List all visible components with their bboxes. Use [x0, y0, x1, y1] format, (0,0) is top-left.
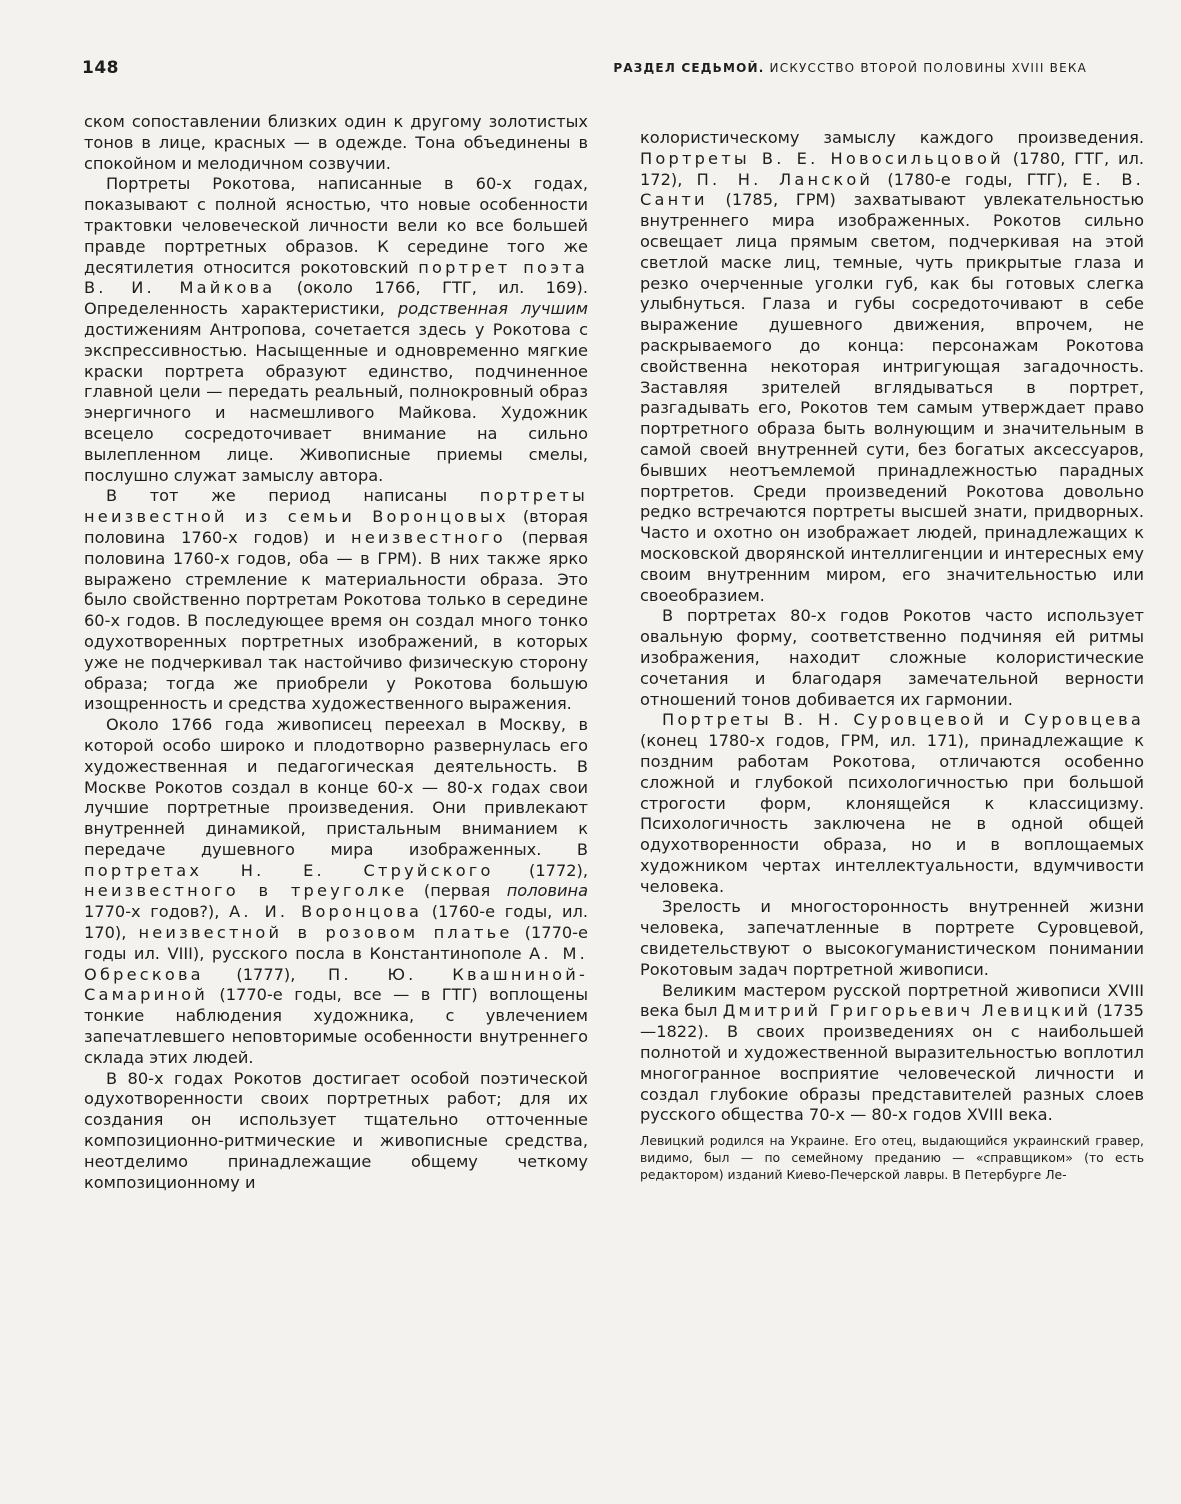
spaced-title: Портреты В. Е. Новосильцовой [640, 148, 1004, 168]
spaced-title: П. Ю. Квашниной-Самариной [84, 964, 588, 1005]
italic-run: родственная лучшим [397, 299, 588, 319]
spaced-title: неизвестной в розовом платье [138, 923, 513, 943]
paragraph [84, 486, 588, 715]
paragraph [640, 981, 1144, 1127]
text-run: (1772), [493, 860, 589, 880]
text-run: В тот же период написаны [106, 486, 480, 506]
text-run: (вторая половина 1760-х годов) и [84, 507, 588, 547]
paragraph [84, 174, 588, 486]
paragraph: В портретах 80-х годов Рокотов часто использует овальную форму, соответственно подчиняя ей ритмы изображения, находит сложные колористические сочетания и благодаря замечательной верности отношений тонов добивается их гармонии. [640, 606, 1144, 709]
spaced-title: портреты неизвестной из семьи Воронцовых [84, 486, 588, 527]
spaced-title: портретах Н. Е. Струйского [84, 860, 494, 880]
spaced-title: портрет поэта В. И. Майкова [84, 257, 588, 298]
left-column [84, 112, 588, 1193]
text-run: (1770-е годы, все — в ГТГ) воплощены тонкие наблюдения художника, с увлечением запечатлевшего неповторимые особенности внутреннего склада этих людей. [84, 985, 588, 1067]
paragraph: Зрелость и многосторонность внутренней жизни человека, запечатленные в портрете Суровцевой, свидетельствуют о высокогуманистическом понимании Рокотовым задач портретной живописи. [640, 897, 1144, 979]
text-run: (1770-е годы ил. VIII), русского посла в Константинополе [84, 923, 588, 963]
text-run: Великим мастером русской портретной живописи XVIII века был [640, 980, 1144, 1021]
spaced-title: П. Н. Ланской [696, 169, 874, 189]
section-subtitle: ИСКУССТВО ВТОРОЙ ПОЛОВИНЫ XVIII ВЕКА [764, 61, 1087, 75]
text-run: (около 1766, ГТГ, ил. 169). Определенность характеристики, [84, 278, 588, 319]
italic-run: половина [506, 881, 589, 901]
page-header [82, 58, 1087, 82]
paragraph: ском сопоставлении близких один к другому золотистых тонов в лице, красных — в одежде. Тона объединены в спокойном и мелодичном созвучии. [84, 112, 588, 173]
spaced-title: Е. В. Санти [640, 169, 1144, 210]
footnote: Левицкий родился на Украине. Его отец, выдающийся украинский гравер, видимо, был — по семейному преданию — «справщиком» (то есть редактором) изданий Киево-Печерской лавры. В Петербурге Ле- [640, 1133, 1144, 1183]
text-run: (1780, ГТГ, ил. 172), [640, 148, 1144, 189]
text-run: (1760-е годы, ил. 170), [84, 902, 588, 943]
paragraph [84, 715, 588, 1069]
text-run: 1770-х годов?), [84, 902, 230, 922]
text-run: (конец 1780-х годов, ГРМ, ил. 171), принадлежащие к поздним работам Рокотова, отличаются особенно сложной и глубокой психологичностью при большой строгости форм, клонящейся к классицизму. Психологичность заключена не в одной общей одухотворенности образа, но и в воплощаемых художником чертах интеллектуальности, вдумчивости человека. [640, 731, 1144, 896]
text-run: (первая половина 1760-х годов, оба — в ГРМ). В них также ярко выражено стремление к материальности образа. Это было свойственно портретам Рокотова только в середине 60-х годов. В последующее время он создал много тонко одухотворенных портретных изображений, в которых уже не подчеркивал так настойчиво физическую сторону образа; тогда же приобрели у Рокотова большую изощренность и средства художественного выражения. [84, 527, 588, 714]
text-run: (1785, ГРМ) захватывают увлекательностью внутреннего мира изображенных. Рокотов сильно освещает лица прямым светом, подчеркивая на этой светлой маске лиц, темные, чуть прикрытые глаза и резко очерченные уголки губ, как бы готовых слегка улыбнуться. Глаза и губы сосредоточивают в себе выражение душевного движения, впрочем, не раскрываемого до конца: персонажам Рокотова свойственна некоторая интригующая загадочность. Заставляя зрителей вглядываться в портрет, разгадывать его, Рокотов тем самым утверждает право портретного образа быть волнующим и значительным в самой своей внутренней сути, без богатых аксессуаров, бывших неотъемлемой принадлежностью парадных портретов. Среди произведений Рокотова довольно редко встречаются портреты высшей знати, придворных. Часто и охотно он изображает людей, принадлежащих к московской дворянской интеллигенции и интересных ему своим внутренним миром, его значительностью или своеобразием. [640, 190, 1144, 605]
spaced-title: неизвестного [351, 527, 506, 547]
paragraph [640, 710, 1144, 897]
text-run: (первая [407, 881, 507, 901]
right-column [640, 128, 1144, 1183]
text-run: (1735—1822). В своих произведениях он с наибольшей полнотой и художественной выразительностью воплотил многогранное восприятие человеческой личности и создал глубокие образы представителей разных слоев русского общества 70-х — 80-х годов XVIII века. [640, 1001, 1144, 1125]
running-head [613, 61, 1087, 75]
spaced-title: А. И. Воронцова [229, 902, 423, 922]
spaced-title: Дмитрий Григорьевич Левицкий [722, 1001, 1092, 1021]
spaced-title: неизвестного в треуголке [84, 881, 408, 901]
spaced-title: А. М. Обрескова [84, 943, 588, 984]
page-number: 148 [82, 58, 119, 78]
text-run: Портреты Рокотова, написанные в 60-х годах, показывают с полной ясностью, что новые особенности трактовки человеческой личности вели ко все большей правде портретных образов. К середине того же десятилетия относится рокотовский [84, 174, 588, 277]
text-run: достижениям Антропова, сочетается здесь у Рокотова с экспрессивностью. Насыщенные и одновременно мягкие краски портрета образуют единство, подчиненное главной цели — передать реальный, полнокровный образ энергичного и насмешливого Майкова. Художник всецело сосредоточивает внимание на сильно вылепленном лице. Живописные приемы смелы, послушно служат замыслу автора. [84, 319, 588, 485]
spaced-title: Портреты В. Н. Суровцевой и Суровцева [662, 710, 1144, 730]
text-run: Около 1766 года живописец переехал в Москву, в которой особо широко и плодотворно развернулась его художественная и педагогическая деятельность. В Москве Рокотов создал в конце 60-х — 80-х годах свои лучшие портретные произведения. Они привлекают внутренней динамикой, пристальным вниманием к передаче душевного мира изображенных. В [84, 715, 588, 859]
text-run: колористическому замыслу каждого произведения. [640, 128, 1144, 147]
text-run: (1780-е годы, ГТГ), [873, 169, 1083, 189]
section-title: РАЗДЕЛ СЕДЬМОЙ. [613, 61, 765, 75]
paragraph: В 80-х годах Рокотов достигает особой поэтической одухотворенности своих портретных работ; для их создания он использует тщательно отточенные композиционно-ритмические и живописные средства, неотделимо принадлежащие общему четкому композиционному и [84, 1068, 588, 1192]
paragraph [640, 128, 1144, 606]
text-run: (1777), [203, 964, 328, 984]
